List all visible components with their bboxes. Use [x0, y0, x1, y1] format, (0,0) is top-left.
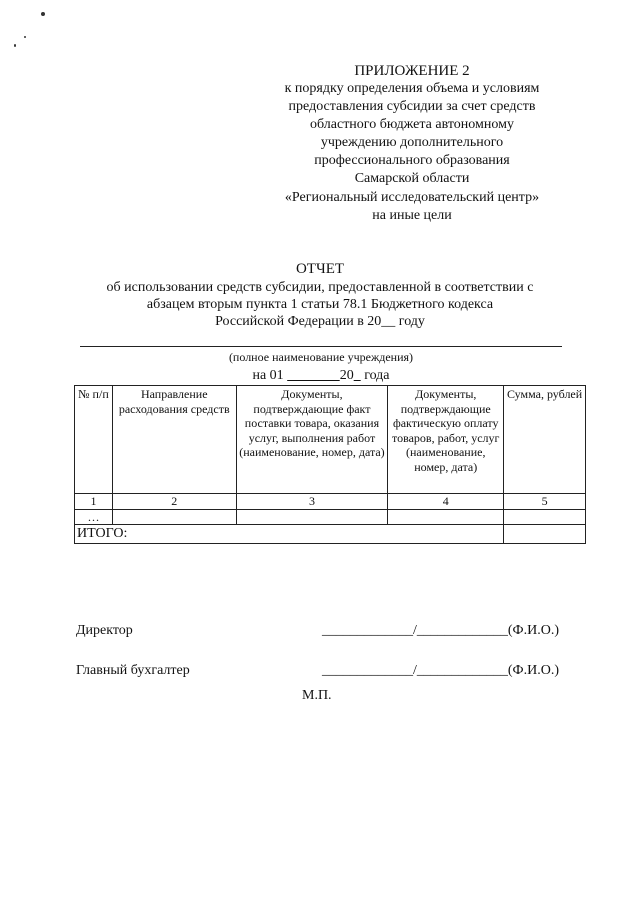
scan-speck	[24, 36, 26, 38]
table-cell	[504, 509, 586, 525]
accountant-signature-fields: _____________/_____________(Ф.И.О.)	[322, 663, 559, 678]
annex-line: к порядку определения объема и условиям	[284, 81, 540, 96]
report-date-line	[80, 368, 562, 384]
date-blank	[287, 368, 340, 383]
column-number: 3	[236, 494, 388, 510]
header-cell-direction: Направление расходования средств	[112, 386, 236, 494]
table-cell	[236, 509, 388, 525]
table-total-row	[75, 525, 586, 544]
scan-speck	[14, 44, 16, 47]
date-suffix: года	[364, 368, 390, 383]
table-column-number-row	[75, 494, 586, 510]
accountant-label: Главный бухгалтер	[76, 663, 190, 678]
annex-title: ПРИЛОЖЕНИЕ 2	[354, 63, 470, 79]
subtitle-line: абзацем вторым пункта 1 статьи 78.1 Бюджетного кодекса	[146, 297, 494, 312]
date-year-blank	[354, 368, 361, 383]
annex-line: «Региональный исследовательский центр»	[284, 189, 540, 205]
scan-speck	[41, 12, 45, 16]
report-subtitle	[60, 279, 580, 330]
director-signature-fields: _____________/_____________(Ф.И.О.)	[322, 623, 559, 638]
annex-line: областного бюджета автономному	[310, 117, 514, 133]
subtitle-line: об использовании средств субсидии, предоставленной в соответствии с	[106, 280, 534, 295]
institution-caption: (полное наименование учреждения)	[228, 350, 414, 364]
institution-name-line	[80, 346, 562, 347]
row-ellipsis: …	[75, 509, 113, 525]
stamp-placeholder: М.П.	[302, 688, 332, 703]
table-row	[75, 509, 586, 525]
subtitle-line: Российской Федерации в 20__ году	[215, 314, 425, 329]
table-header-row	[75, 386, 586, 494]
annex-line: предоставления субсидии за счет средств	[288, 99, 536, 115]
report-title: ОТЧЕТ	[295, 261, 345, 277]
column-number: 2	[112, 494, 236, 510]
header-cell-payment-docs: Документы, подтверждающие фактическую оплату товаров, работ, услуг (наименование, номер, дата)	[388, 386, 504, 494]
annex-header	[262, 62, 562, 225]
table-cell	[388, 509, 504, 525]
date-prefix: на 01	[252, 368, 284, 383]
column-number: 1	[75, 494, 113, 510]
header-cell-amount: Сумма, рублей	[504, 386, 586, 494]
table-cell	[112, 509, 236, 525]
date-year: 20	[339, 368, 354, 383]
total-label: ИТОГО:	[75, 525, 504, 544]
director-label: Директор	[76, 623, 133, 638]
column-number: 4	[388, 494, 504, 510]
annex-line: Самарской области	[354, 171, 470, 187]
annex-line: на иные цели	[372, 207, 452, 223]
column-number: 5	[504, 494, 586, 510]
total-amount-cell	[504, 525, 586, 544]
header-cell-delivery-docs: Документы, подтверждающие факт поставки товара, оказания услуг, выполнения работ (наименование, номер, дата)	[236, 386, 388, 494]
annex-line: учреждению дополнительного	[320, 135, 504, 151]
annex-line: профессионального образования	[314, 153, 510, 169]
report-table	[74, 385, 586, 544]
header-cell-number: № п/п	[75, 386, 113, 494]
